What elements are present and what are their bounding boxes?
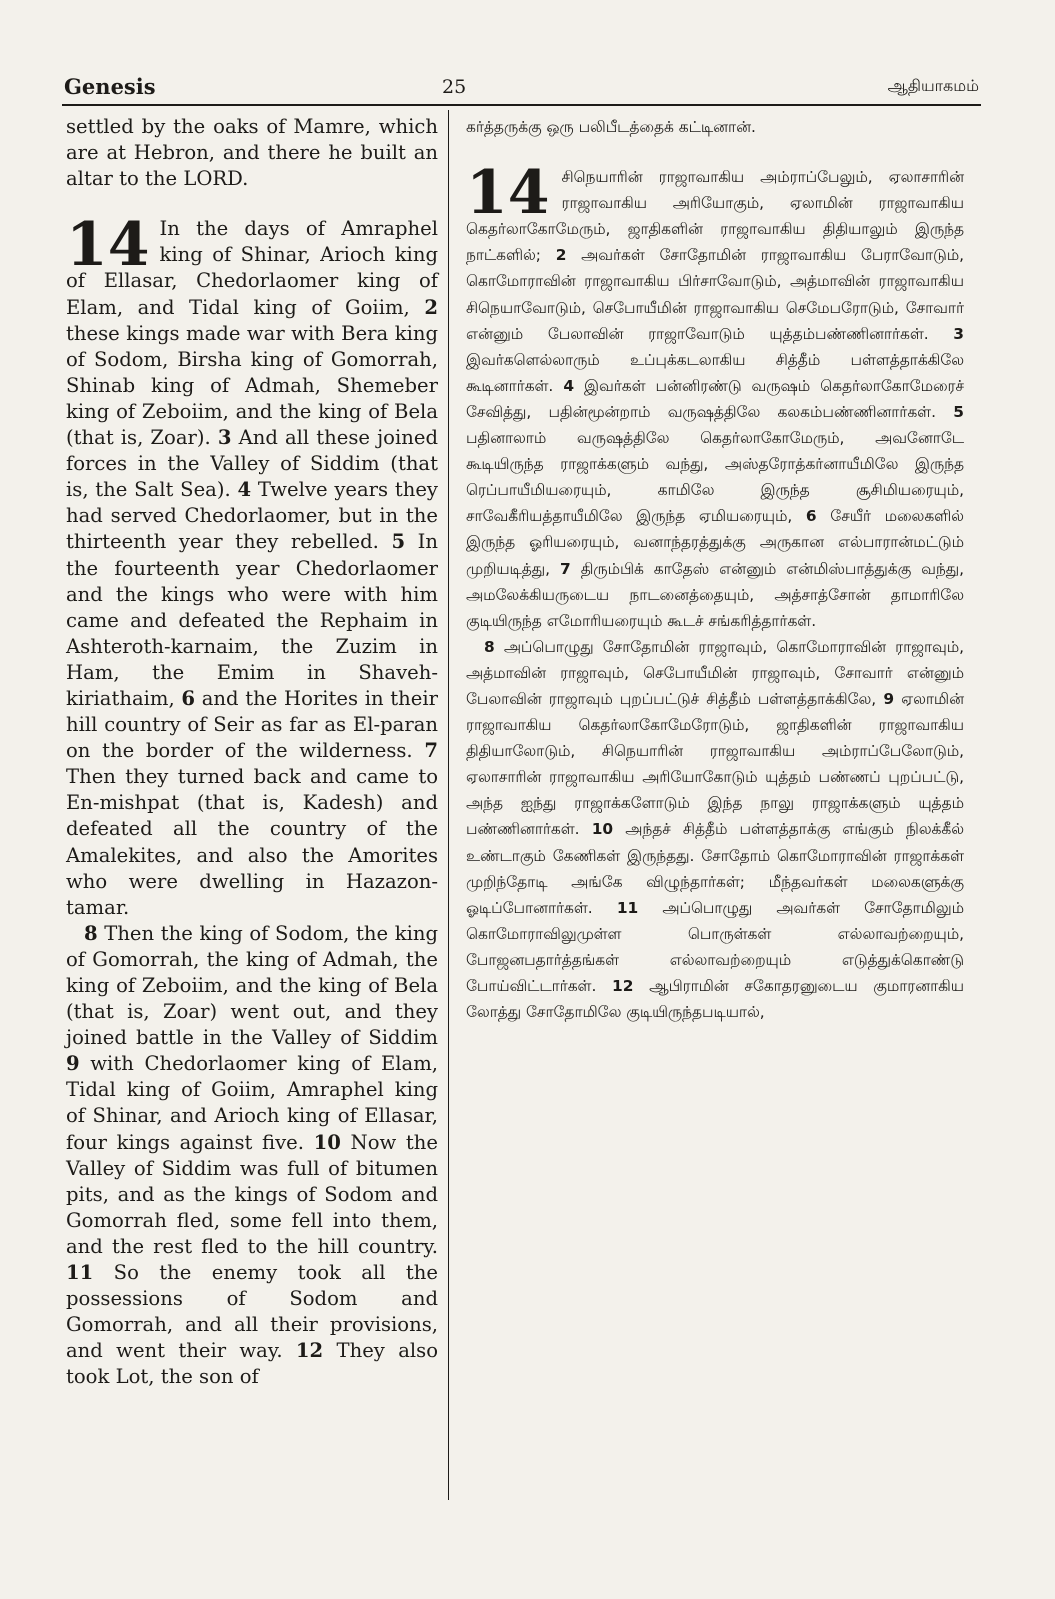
- verse-6: சேயீர் மலைகளில் இருந்த ஓரியரையும், வனாந்தரத்துக்கு அருகான எல்பாரான்மட்டும் முறியடித்து,: [466, 507, 964, 578]
- verse-2: அவர்கள் சோதோமின் ராஜாவாகிய பேராவோடும், கொமோராவின் ராஜாவாகிய பிர்சாவோடும், அத்மாவின் ராஜாவாகிய சிநெயாவோடும், செபோயீமின் ராஜாவாகிய செமேபரோடும், சோவார் என்னும் பேலாவின் ராஜாவோடும் யுத்தம்பண்ணினார்கள்.: [466, 246, 964, 343]
- verse-number: 12: [612, 977, 634, 995]
- verse-number: 8: [484, 637, 495, 656]
- verse-number: 8: [84, 921, 98, 945]
- verse-3: And all these joined forces in the Valley of Siddim (that is, the Salt Sea).: [66, 426, 438, 502]
- verse-number: 7: [560, 559, 571, 578]
- verse-7: Then they turned back and came to En-mishpat (that is, Kadesh) and defeated all the country of the Amalekites, and also the Amorites who were dwelling in Hazazon-tamar.: [66, 765, 438, 919]
- page-header: [64, 70, 979, 106]
- verse-number: 4: [237, 478, 252, 502]
- verse-number: 6: [805, 507, 817, 526]
- book-title-english: Genesis: [64, 74, 156, 99]
- column-divider: [448, 110, 449, 1500]
- verse-number: 9: [883, 689, 895, 708]
- verse-number: 7: [424, 739, 439, 763]
- page-number: 25: [442, 76, 467, 98]
- verse-8: அப்பொழுது சோதோமின் ராஜாவும், கொமோராவின் ராஜாவும், அத்மாவின் ராஜாவும், செபோயீமின் ராஜாவும், சோவார் என்னும் பேலாவின் ராஜாவும் புறப்பட்டுச் சித்தீம் பள்ளத்தாக்கிலே,: [466, 637, 964, 708]
- verse-11: அப்பொழுது அவர்கள் சோதோமிலும் கொமோராவிலுமுள்ள பொருள்கள் எல்லாவற்றையும், போஜனபதார்த்தங்கள் எல்லாவற்றையும் எடுத்துக்கொண்டு போய்விட்டார்கள்.: [466, 898, 964, 995]
- verse-8: Then the king of Sodom, the king of Gomorrah, the king of Admah, the king of Zeboiim, and the king of Bela (that is, Zoar) went out, and they joined battle in the Valley of Siddim: [66, 921, 438, 1050]
- verse-number: 2: [555, 246, 567, 265]
- verse-4: Twelve years they had served Chedorlaomer, but in the thirteenth year they rebelled.: [66, 478, 439, 554]
- english-continuation: settled by the oaks of Mamre, which are at Hebron, and there he built an altar to the LORD.: [66, 115, 438, 191]
- verse-number: 9: [66, 1052, 80, 1076]
- verse-5: In the fourteenth year Chedorlaomer and the kings who were with him came and defeated the Rephaim in Ashteroth-karnaim, the Zuzim in Ham, the Emim in Shaveh-kiriathaim,: [66, 530, 439, 710]
- tamil-continuation: கர்த்தருக்கு ஒரு பலிபீடத்தைக் கட்டினான்.: [466, 118, 756, 136]
- verse-7: திரும்பிக் காதேஸ் என்னும் என்மிஸ்பாத்துக்கு வந்து, அமலேக்கியருடைய நாடனைத்தையும், அத்சாத்சோன் தாமாரிலே குடியிருந்த எமோரியரையும் கூடச் சங்கரித்தார்கள்.: [466, 559, 964, 630]
- verse-number: 2: [424, 295, 439, 319]
- verse-2: these kings made war with Bera king of Sodom, Birsha king of Gomorrah, Shinab king of Admah, Shemeber king of Zeboiim, and the king of Bela (that is, Zoar).: [66, 321, 438, 450]
- english-paragraph-8: [66, 921, 438, 1391]
- chapter-number: 14: [66, 210, 150, 281]
- verse-number: 3: [217, 426, 232, 450]
- verse-10: அந்தச் சித்தீம் பள்ளத்தாக்கு எங்கும் நிலக்கீல் உண்டாகும் கேணிகள் இருந்தது. சோதோம் கொமோராவின் ராஜாக்கள் முறிந்தோடி அங்கே விழுந்தார்கள்; மீந்தவர்கள் மலைகளுக்கு ஓடிப்போனார்கள்.: [466, 820, 964, 917]
- verse-1: சிநெயாரின் ராஜாவாகிய அம்ராப்பேலும், ஏலாசாரின் ராஜாவாகிய அரியோகும், ஏலாமின் ராஜாவாகிய கெதர்லாகோமேரும், ஜாதிகளின் ராஜாவாகிய திதியாலும் இருந்த நாட்களில்;: [466, 168, 964, 265]
- verse-12: ஆபிராமின் சகோதரனுடைய குமாரனாகிய லோத்து சோதோமிலே குடியிருந்தபடியால்,: [466, 977, 964, 1022]
- verse-12: They also took Lot, the son of: [66, 1339, 438, 1389]
- verse-9: ஏலாமின் ராஜாவாகிய கெதர்லாகோமேரோடும், ஜாதிகளின் ராஜாவாகிய திதியாலோடும், சிநெயாரின் ராஜாவாகிய அம்ராப்பேலோடும், ஏலாசாரின் ராஜாவாகிய அரியோகோடும் யுத்தம் பண்ணப் புறப்பட்டு, அந்த ஐந்து ராஜாக்களோடும் இந்த நாலு ராஜாக்களும் யுத்தம் பண்ணினார்கள்.: [466, 689, 964, 839]
- verse-number: 4: [563, 376, 575, 395]
- tamil-column: [466, 114, 964, 1025]
- english-chapter-14: [66, 210, 439, 921]
- english-column: [66, 114, 438, 1391]
- verse-9: with Chedorlaomer king of Elam, Tidal king of Goiim, Amraphel king of Shinar, and Arioch king of Ellasar, four kings against five.: [66, 1052, 438, 1154]
- verse-4: இவர்கள் பன்னிரண்டு வருஷம் கெதர்லாகோமேரைச் சேவித்து, பதின்மூன்றாம் வருஷத்திலே கலகம்பண்ணினார்கள்.: [466, 376, 964, 421]
- verse-number: 12: [295, 1339, 324, 1363]
- verse-number: 10: [313, 1130, 341, 1154]
- verse-5: பதினாலாம் வருஷத்திலே கெதர்லாகோமேரும், அவனோடே கூடியிருந்த ராஜாக்களும் வந்து, அஸ்தரோத்கர்னாயீமிலே இருந்த ரெப்பாயீமியரையும், காமிலே இருந்த சூசிமியரையும், சாவேகீரியத்தாயீமிலே இருந்த ஏமியரையும்,: [466, 429, 964, 526]
- verse-number: 11: [66, 1261, 94, 1285]
- chapter-number: 14: [466, 158, 550, 229]
- verse-11: So the enemy took all the possessions of Sodom and Gomorrah, and all their provisions, and went their way.: [66, 1261, 438, 1363]
- verse-number: 5: [391, 530, 406, 554]
- verse-number: 11: [616, 898, 639, 917]
- book-title-tamil: ஆதியாகமம்: [887, 76, 979, 95]
- verse-6: and the Horites in their hill country of Seir as far as El-paran on the border of the wilderness.: [66, 686, 438, 763]
- verse-10: Now the Valley of Siddim was full of bitumen pits, and as the kings of Sodom and Gomorrah fled, some fell into them, and the rest fled to the hill country.: [66, 1130, 438, 1258]
- verse-1: In the days of Amraphel king of Shinar, Arioch king of Ellasar, Chedorlaomer king of Elam, and Tidal king of Goiim,: [66, 217, 438, 319]
- verse-number: 10: [591, 820, 614, 839]
- header-rule: [62, 104, 981, 106]
- verse-number: 5: [953, 402, 964, 421]
- tamil-chapter-14: [466, 158, 964, 634]
- verse-number: 3: [953, 324, 964, 343]
- tamil-paragraph-8: [466, 634, 964, 1025]
- verse-3: இவர்களெல்லாரும் உப்புக்கடலாகிய சித்தீம் பள்ளத்தாக்கிலே கூடினார்கள்.: [466, 350, 964, 395]
- verse-number: 6: [181, 686, 196, 710]
